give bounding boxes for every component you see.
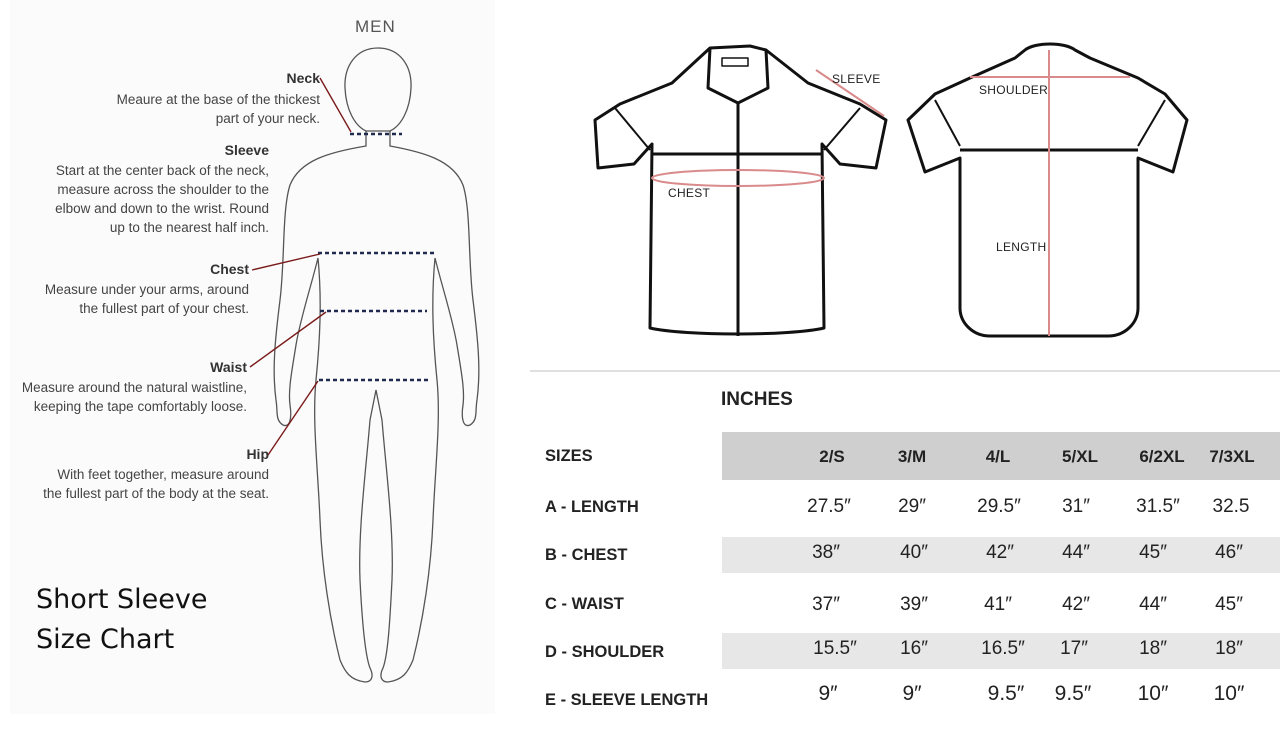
shoulder-diagram-label: SHOULDER — [979, 83, 1049, 97]
section-divider — [530, 370, 1280, 372]
size-chart-title: Short Sleeve Size Chart — [36, 584, 208, 655]
table-cell: 44″ — [1139, 594, 1167, 615]
table-cell: 45″ — [1215, 594, 1243, 615]
table-cell: 10″ — [1213, 682, 1245, 705]
row-label-shoulder: D - SHOULDER — [545, 643, 665, 661]
size-header: 2/S — [819, 447, 845, 466]
chest-pointer — [252, 254, 320, 270]
table-cell: 18″ — [1215, 638, 1243, 659]
table-cell: 29.5″ — [977, 496, 1021, 517]
size-header: 4/L — [985, 447, 1011, 466]
size-header: 5/XL — [1062, 447, 1098, 466]
shirt-front-drawing — [595, 46, 886, 336]
table-cell: 31.5″ — [1136, 496, 1180, 517]
sleeve-description: Start at the center back of the neck, measure across the shoulder to the elbow and down to the wrist. Round up to the nearest half inch. — [55, 163, 269, 235]
row-label-sleeve-length: E - SLEEVE LENGTH — [545, 691, 709, 709]
table-cell: 9.5″ — [1054, 682, 1092, 705]
neck-description: Meaure at the base of the thickest part of your neck. — [116, 92, 320, 126]
hip-description: With feet together, measure around the fullest part of the body at the seat. — [43, 467, 269, 501]
neck-pointer — [320, 78, 351, 132]
sizes-header-label: SIZES — [545, 447, 593, 465]
waist-label: Waist — [210, 359, 247, 375]
table-cell: 38″ — [812, 542, 840, 563]
figure-body — [274, 131, 479, 682]
table-cell: 39″ — [900, 594, 928, 615]
table-cell: 16.5″ — [981, 638, 1025, 659]
table-cell: 31″ — [1062, 496, 1090, 517]
size-header: 3/M — [897, 447, 927, 466]
figure-head — [345, 48, 411, 131]
units-label: INCHES — [721, 389, 793, 410]
neck-label: Neck — [286, 70, 320, 86]
chest-description: Measure under your arms, around the fullest part of your chest. — [44, 282, 249, 316]
table-cell: 15.5″ — [813, 638, 857, 659]
sleeve-diagram-label: SLEEVE — [832, 72, 881, 86]
waist-description: Measure around the natural waistline, keeping the tape comfortably loose. — [21, 380, 247, 414]
table-cell: 42″ — [1062, 594, 1090, 615]
waist-pointer — [250, 312, 326, 367]
row-label-waist: C - WAIST — [545, 595, 624, 613]
table-cell: 45″ — [1139, 542, 1167, 563]
chest-label: Chest — [210, 261, 249, 277]
table-cell: 10″ — [1137, 682, 1169, 705]
table-cell: 40″ — [900, 542, 928, 563]
size-header: 7/3XL — [1209, 447, 1255, 466]
hip-label: Hip — [246, 446, 269, 462]
table-cell: 46″ — [1215, 542, 1243, 563]
table-cell: 9″ — [902, 682, 922, 705]
size-header: 6/2XL — [1139, 447, 1185, 466]
table-cell: 37″ — [812, 594, 840, 615]
table-cell: 44″ — [1062, 542, 1090, 563]
length-diagram-label: LENGTH — [996, 240, 1047, 254]
table-cell: 18″ — [1139, 638, 1167, 659]
table-cell: 9″ — [818, 682, 838, 705]
gender-title: MEN — [355, 17, 396, 36]
table-cell: 9.5″ — [987, 682, 1025, 705]
row-label-chest: B - CHEST — [545, 546, 628, 564]
table-cell: 16″ — [900, 638, 928, 659]
table-cell: 17″ — [1060, 638, 1088, 659]
table-cell: 29″ — [898, 496, 926, 517]
sleeve-label: Sleeve — [224, 142, 269, 158]
chest-diagram-label: CHEST — [668, 186, 711, 200]
table-cell: 27.5″ — [807, 496, 851, 517]
table-cell: 32.5 — [1212, 496, 1250, 517]
table-cell: 42″ — [986, 542, 1014, 563]
row-label-length: A - LENGTH — [545, 498, 639, 516]
table-cell: 41″ — [984, 594, 1012, 615]
